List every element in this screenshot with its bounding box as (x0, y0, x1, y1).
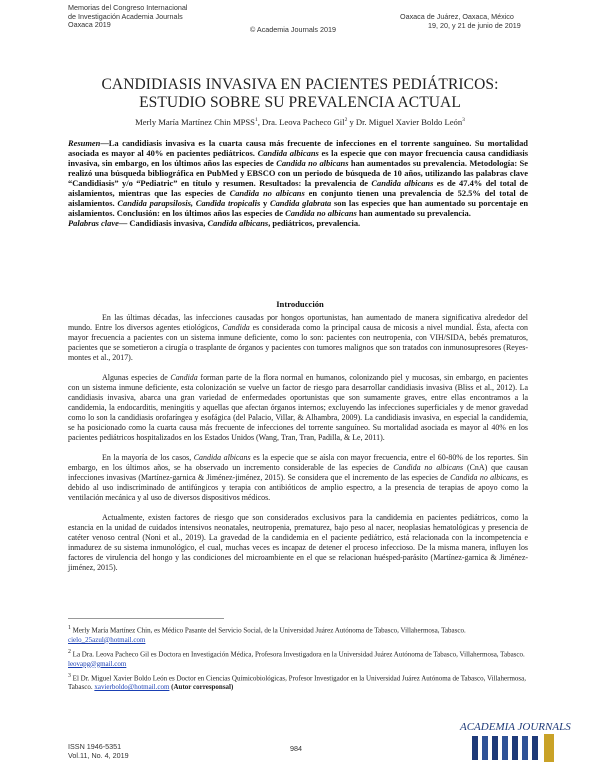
author-3-sup: 3 (462, 117, 465, 124)
abstract-text: es de 47.4% del total de aislamientos, mientras que las especies de (68, 178, 528, 199)
abstract (68, 138, 528, 228)
footnote-text: El Dr. Miguel Xavier Boldo León es Doctor en Ciencias Químicobiológicas, Profesor Investigador en la Universidad Juárez Autónoma de Tabasco, Villahermosa, Tabasco. (68, 674, 527, 692)
body-text (68, 313, 528, 582)
abstract-text: son las especies que han aumentado su porcentaje en aislamientos. Conclusión: en los últimos años las especies de (68, 198, 529, 219)
footnote-divider (68, 618, 224, 619)
title-line1: CANDIDIASIS INVASIVA EN PACIENTES PEDIÁTRICOS: (101, 76, 499, 93)
paragraph (68, 313, 528, 363)
footnote-text: La Dra. Leova Pacheco Gil es Doctora en Investigación Médica, Profesora Investigadora en la Universidad Juárez Autónoma de Tabasco, Villahermosa, Tabasco. (70, 650, 525, 659)
academia-journals-logo (460, 716, 571, 764)
page-number: 984 (290, 744, 302, 753)
paragraph-text: es debido al uso indiscriminado de antifúngicos y terapia con antibióticos de amplio espectro, a la presencia de terapias de apoyo como la ventilación mecánica y al uso de diversos dispositivos médicos. (68, 472, 528, 502)
title-line2: ESTUDIO SOBRE SU PREVALENCIA ACTUAL (139, 94, 461, 111)
logo-bar (512, 736, 518, 760)
logo-bar (522, 736, 528, 760)
header-dates: 19, 20, y 21 de junio de 2019 (428, 21, 521, 30)
keywords-text: , pediátricos, prevalencia. (268, 218, 361, 229)
paragraph-species: Candida (222, 323, 250, 333)
abstract-text: y (260, 198, 270, 209)
paragraph: Actualmente, existen factores de riesgo que son considerados exclusivos para la candidemia en pacientes pediátricos, como la estancia en la unidad de cuidados intensivos neonatales, neutropenia, prematurez, bajo peso al nacer, neoplasias hematológicas y presencia de catéter venoso central (Noni et al., 2019). La gravedad de la candidemia en el paciente pediátrico, está relacionada con la incompetencia e inmadurez de su sistema inmunológico, el cual, muchas veces es incapaz de detener el proceso infeccioso. De la misma manera, influyen los factores de virulencia del hongo y las condiciones del microambiente en el que se relacionan huésped-parásito (Martínez-garnica & Jiménez-jiménez, 2015). (68, 512, 528, 572)
footnote-text: Merly María Martínez Chin, es Médico Pasante del Servicio Social, de la Universidad Juárez Autónoma de Tabasco, Villahermosa, Tabasco. (70, 626, 466, 635)
abstract-species: Candida parapsilosis, Candida tropicalis (117, 198, 261, 209)
footnote-number: 3 (68, 672, 71, 679)
paragraph (68, 453, 528, 503)
paragraph-text: es la especie que se aísla con mayor frecuencia, entre el 60-80% de los reportes. Sin embargo, en los últimos años, se ha observado un incremento considerable de las especies de (68, 452, 528, 472)
abstract-species: Candida albicans (257, 148, 319, 159)
author-list (0, 117, 600, 127)
logo-graphic (460, 716, 571, 764)
paragraph-text: forman parte de la flora normal en humanos, colonizando piel y mucosas, sin embargo, en pacientes con un sistema inmune deficiente, esta colonización se vuelve un factor de riesgo para desarrollar candidiasis invasiva (Bliss et al., 2012). La candidiasis invasiva, abarca una gran variedad de enfermedades oportunistas que son sumamente graves, entre ellas encontramos a la candidemia, la endocarditis, meningitis y aquellas que afectan órganos internos; excluyendo las infecciones superficiales y de menor gravedad como lo son la candidiasis orofaríngea y esofágica (del Palacio, Villar, & Alhambra, 2009). La candidiasis invasiva, en especial la candidemia, se ha posicionado como la cuarta causa más frecuente de infecciones del torrente sanguíneo. Su mortalidad asociada es mayor al 40% en los pacientes pediátricos hospitalizados en los Estados Unidos (Wang, Tran, Tran, Padilla, & Le, 2011). (68, 372, 528, 443)
footnote-2 (68, 648, 528, 669)
paragraph-species: Candida no albicans, (450, 472, 520, 482)
header-proceedings-line1: Memorias del Congreso Internacional (68, 3, 188, 12)
keywords-text: — Candidiasis invasiva, (118, 218, 208, 229)
keywords-species: Candida albicans (207, 218, 269, 229)
author-3: y Dr. Miguel Xavier Boldo León (347, 117, 463, 127)
abstract-species: Candida no albicans (229, 188, 305, 199)
paper-title (0, 76, 600, 112)
paragraph-text: Algunas especies de (102, 372, 171, 382)
keywords-label: Palabras clave (68, 218, 119, 229)
header-location: Oaxaca de Juárez, Oaxaca, México (400, 12, 514, 21)
header-left (68, 4, 187, 30)
email-link[interactable]: xavierboldo@hotmail.com (94, 683, 170, 692)
paragraph-species: Candida (170, 372, 198, 382)
footer-issn-block (68, 742, 129, 760)
paragraph-species: Candida albicans (193, 452, 251, 462)
abstract-species: Candida glabrata (269, 198, 332, 209)
abstract-species: Candida no albicans (276, 158, 349, 169)
footnote-number: 1 (68, 625, 71, 631)
author-1: Merly María Martínez Chin MPSS (135, 117, 255, 127)
abstract-text: en conjunto tienen una prevalencia de 52.5% del total de aislamientos. (68, 188, 528, 209)
header-proceedings-line3: Oaxaca 2019 (68, 20, 111, 30)
abstract-text: han aumentados su prevalencia. Metodología: Se realizó una búsqueda bibliográfica en PubMed y EBSCO con un periodo de búsqueda de 10 años, utilizando las palabras clave “Candidiasis” y/o “Pediatric” en título y resumen. Resultados: la prevalencia de (68, 158, 528, 189)
footnote-1 (68, 624, 528, 645)
logo-bar (502, 736, 508, 760)
paragraph-species: Candida no albicans (393, 462, 464, 472)
footnote-3 (68, 672, 528, 693)
email-link[interactable]: cielo_25azul@hotmail.com (68, 635, 146, 644)
author-2: , Dra. Leova Pacheco Gil (257, 117, 345, 127)
logo-bar (482, 736, 488, 760)
logo-wordmark: ACADEMIA JOURNALS (460, 721, 571, 733)
author-2-sup: 2 (344, 117, 348, 124)
abstract-label: Resumen (68, 138, 101, 148)
logo-bar (472, 736, 478, 760)
email-link[interactable]: leovapg@gmail.com (68, 659, 127, 668)
logo-accent-bar (544, 734, 554, 762)
header-copyright: © Academia Journals 2019 (250, 25, 337, 34)
paragraph-text: (CnA) que causan infecciones invasivas (Martínez-garnica & Jiménez-jiménez, 2015). Se considera que el incremento de las especies de (68, 462, 529, 482)
abstract-species: Candida albicans (371, 178, 434, 189)
corresponding-author-note: (Autor corresponsal) (169, 683, 234, 692)
paragraph-text: es considerada como la principal causa de micosis a nivel mundial. Ésta, afecta con mayor frecuencia a pacientes con un sistema inmune deficiente, como lo son: pacientes con neutropenia, con VIH/SIDA, bebés prematuros, pacientes que se sometieron a cirugía o trasplante de órganos y pacientes con tumores malignos que son tratados con inmunosupresores (Reyes-montes et al., 2017). (68, 323, 528, 363)
paragraph-text: En las últimas décadas, las infecciones causadas por hongos oportunistas, han aumentado de manera significativa alrededor del mundo. Entre los diversos agentes etiológicos, (68, 313, 528, 333)
logo-bar (532, 736, 538, 760)
footnotes (68, 624, 528, 696)
author-1-sup: 1 (254, 117, 258, 124)
abstract-text: —La candidiasis invasiva es la cuarta causa más frecuente de infecciones en el torrente sanguíneo. Su mortalidad asociada es mayor al 40% en pacientes pediátricos. (68, 138, 528, 159)
abstract-text: es la especie que con mayor frecuencia causa candidiasis invasiva, sin embargo, en los últimos años las especies de (68, 148, 528, 169)
section-heading: Introducción (276, 299, 324, 309)
logo-bar (492, 736, 498, 760)
footnote-number: 2 (68, 648, 71, 655)
paragraph-text: En la mayoría de los casos, (102, 452, 194, 462)
footer-issn: ISSN 1946-5351 (68, 742, 122, 751)
abstract-text: han aumentado su prevalencia. (356, 208, 471, 219)
paragraph (68, 373, 528, 443)
logo-bars (472, 734, 554, 762)
footer-volume: Vol.11, No. 4, 2019 (68, 751, 129, 760)
header-proceedings-line2: de Investigación Academia Journals (68, 11, 183, 21)
abstract-species: Candida no albicans (285, 208, 357, 219)
